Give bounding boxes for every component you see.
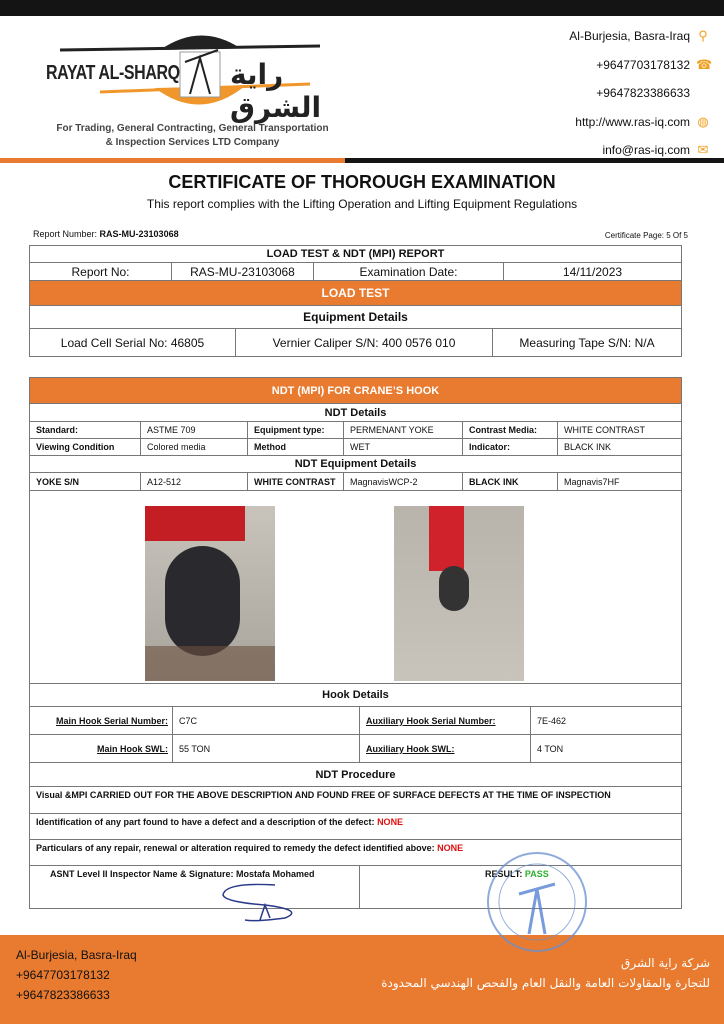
ndt-procedure-heading: NDT Procedure [30,763,682,787]
location-icon: ⚲ [698,28,708,44]
footer [0,935,724,1024]
indicator-value: BLACK INK [558,439,682,456]
footer-description-arabic: للتجارة والمقاولات العامة والنقل العام والفحص الهندسي المحدودة [381,976,710,990]
equipment-type-value: PERMENANT YOKE [344,422,463,439]
hook-details-heading: Hook Details [30,684,682,707]
footer-phone1: +9647703178132 [16,968,110,982]
contact-website: http://www.ras-iq.com ◍ [575,113,709,129]
aux-hook-serial: 7E-462 [531,707,682,735]
ndt-title: NDT (MPI) FOR CRANE’S HOOK [30,378,682,404]
hook-photo-2 [394,506,524,681]
top-bar [0,0,724,16]
contact-email: info@ras-iq.com ✉ [602,142,709,158]
contact-list [569,22,713,165]
exam-date-label: Examination Date: [314,263,504,281]
load-cell-serial: Load Cell Serial No: 46805 [30,329,236,357]
report-number: Report Number: RAS-MU-23103068 [33,229,179,239]
brand-name: RAYAT AL-SHARQ [46,62,180,84]
contact-phone1: +9647703178132 ☎ [596,56,713,72]
load-test-section: LOAD TEST [30,281,682,306]
footer-address: Al-Burjesia, Basra-Iraq [16,948,137,962]
white-contrast-value: MagnavisWCP-2 [344,473,463,491]
contact-address: Al-Burjesia, Basra-Iraq ⚲ [569,22,710,51]
tagline: For Trading, General Contracting, General Transportation & Inspection Services LTD Company [56,123,329,148]
page-subtitle: This report complies with the Lifting Operation and Lifting Equipment Regulations [146,197,578,211]
procedure-statement: Visual &MPI CARRIED OUT FOR THE ABOVE DESCRIPTION AND FOUND FREE OF SURFACE DEFECTS AT THE TIME OF INSPECTION [30,787,682,814]
company-logo [40,22,345,152]
equipment-details-heading: Equipment Details [30,306,682,329]
standard-value: ASTME 709 [141,422,248,439]
phone-icon: ☎ [696,56,713,72]
brand-name-arabic: راية الشرق [230,58,322,124]
inspector-name: ASNT Level II Inspector Name & Signature: Mostafa Mohamed [30,866,360,909]
photos-cell [30,491,682,684]
ndt-table: NDT (MPI) FOR CRANE’S HOOK NDT Details Standard: ASTME 709 Equipment type: PERMENANT YOKE Contrast Media: WHITE CONTRAST Viewing Condition Colored media Method WET Indicator: BLACK INK NDT Equipment Details YOKE S/N A12-512 WHITE CONTRAST MagnavisWCP-2 BLACK INK Magnavis7HF [29,377,682,684]
contrast-media-value: WHITE CONTRAST [558,422,682,439]
vernier-caliper-serial: Vernier Caliper S/N: 400 0576 010 [236,329,493,357]
ndt-details-heading: NDT Details [30,404,682,422]
hook-details-table: Hook Details Main Hook Serial Number: C7C Auxiliary Hook Serial Number: 7E-462 Main Hook SWL: 55 TON Auxiliary Hook SWL: 4 TON NDT Procedure Visual &MPI CARRIED OUT FOR THE ABOVE DESCRIPTION AND FOUND FREE OF SURFACE DEFECTS AT THE TIME OF INSPECTION Identification of any part found to have a defect and a description of the defect: NONE Particulars of any repair, renewal or alteration required to remedy the defect identified above: NONE ASNT Level II Inspector Name & Signature: Mostafa Mohamed RESULT: PASS [29,683,682,909]
footer-company-arabic: شركة راية الشرق [621,956,710,970]
aux-hook-swl: 4 TON [531,735,682,763]
ndt-equipment-heading: NDT Equipment Details [30,456,682,473]
certificate-page: Certificate Page: 5 Of 5 [604,231,688,240]
mail-icon: ✉ [697,142,709,158]
footer-phone2: +9647823386633 [16,988,110,1002]
equipment-row [29,328,682,357]
report-no-label: Report No: [30,263,172,281]
yoke-sn-value: A12-512 [141,473,248,491]
divider-black [345,158,724,163]
load-test-title: LOAD TEST & NDT (MPI) REPORT [30,246,682,263]
main-hook-swl: 55 TON [173,735,360,763]
result: RESULT: PASS [360,866,682,909]
main-hook-serial: C7C [173,707,360,735]
signature [215,880,325,925]
divider-orange [0,158,345,163]
method-value: WET [344,439,463,456]
load-test-table [29,245,682,329]
report-no-value: RAS-MU-23103068 [172,263,314,281]
black-ink-value: Magnavis7HF [558,473,682,491]
repair-particulars: Particulars of any repair, renewal or alteration required to remedy the defect identified above: NONE [30,840,682,866]
company-stamp [487,852,587,952]
measuring-tape-serial: Measuring Tape S/N: N/A [493,329,682,357]
viewing-condition-value: Colored media [141,439,248,456]
derrick-stamp-icon [489,854,585,950]
contact-phone2: +9647823386633 [596,86,690,100]
globe-icon: ◍ [697,113,709,129]
exam-date-value: 14/11/2023 [504,263,682,281]
defect-identification: Identification of any part found to have a defect and a description of the defect: NONE [30,814,682,840]
page-title: CERTIFICATE OF THOROUGH EXAMINATION [168,172,556,192]
hook-photo-1 [145,506,275,681]
